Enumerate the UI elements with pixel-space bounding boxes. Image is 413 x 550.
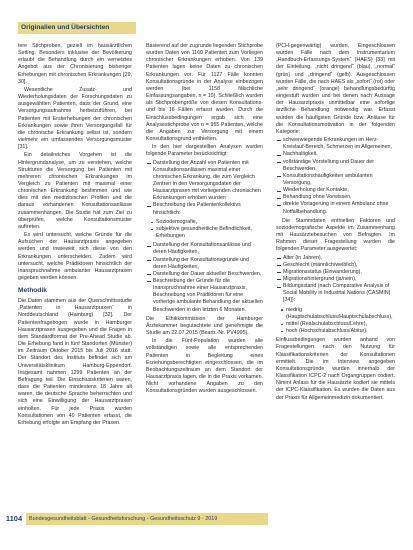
- paragraph: Basierend auf der zugrunde liegenden Stichprobe wurden Daten von 1160 Patienten zum Vorliegen chronischer Erkrankungen erhoben. Von 139 Patienten lagen keine Daten zu chronischen Erkrankungen vor. Für 1127 Fälle konnten Konsultationsgründe in der Analyse einbezogen werden (bei 1158 fälschliche Einfassungsangaben, n = 10). Schließlich wurden als Stichprobengröße von diesen Konsultations- und bis 16 Fällen erfasst wurden. Durch die Einschlussbedingungen ergab sich eine Analysestichprobe von n = 955 Patienten, welche die Angaben zur Versorgung mit einem Konsultationsgrund enthielten.: [146, 43, 263, 143]
- page-number: 1104: [5, 514, 23, 523]
- list-item: vollständige Vorstellung und Dauer der Beschwerden,: [283, 159, 395, 173]
- category-list: [276, 137, 395, 216]
- parameter-list: [276, 255, 395, 305]
- paragraph: Es wird untersucht, welche Gründe für die Aufsuchen der Hausarztpraxis angegeben werden und inwieweit sich diese von den Erkrankungen unterscheiden. Zudem wird untersucht, welche Prädiktoren hinsichtlich der Inanspruchnahme ambulanter Hausarztpraxen gegeben werden können.: [18, 232, 132, 281]
- heading-methods: Methodik: [18, 287, 47, 295]
- column-right: [276, 43, 395, 403]
- list-item: Alter (in Jahren),: [283, 255, 395, 262]
- paragraph: Einflussbedingungen wurden anhand von Fragestellungen nach den Nutzung für Klassifikationskriterien der Konsultationen ermittelt. Die im Interview angegeben Konsultationsgründe wurden innerhalb der Klassifikation ICPC-2 nach Organgruppen codiert. Nimmt Anlass für die Hausärzte kodiert sie mittels der ICPC-Klassifikation. Es wurden die Daten aus der Praxis für Allgemeinmedizin dokumentiert.: [276, 337, 395, 401]
- list-item: niedrig (Hauptschulabschluss/Hauptschulabschluss),: [286, 307, 395, 321]
- list-item: Behandlung ohne Vorwissen,: [283, 194, 395, 201]
- column-middle: [146, 43, 263, 397]
- list-item: Darstellung der Anzahl von Patienten mit Konsultationsanlässen maximal einer chronischen Erkrankung, die zum Vergleich Zentren in den Versorgungsdaten der Hausarztpraxen mit vorliegenden chronischen Erkrankungen erhoben wurden: [153, 160, 263, 203]
- list-item: Wiederholung der Kontakte,: [283, 187, 395, 194]
- parameter-list: [146, 242, 263, 314]
- list-item: Geschlecht (männlich/weiblich),: [283, 262, 395, 269]
- paragraph: tere Stichproben, gezielt im hausärztlichen Setting. Besonders inklusive der Bevölkerung erlaubt die Behandlung durch ein vernetztes Angebot aus der Chronisierung bisheriger Erhebungen mit chronischen Erkrankungen [29, 30].: [18, 43, 132, 85]
- paragraph: Die Daten stammen aus der Querschnittsstudie „Patienten in Hausarztpraxen“ in Norddeutschland (Hamburg) [32]. Der Patientenfragebogen wurde in Hamburger Hausarztpraxen ausgegeben und die Fragen in dem Standardformat der Pre-Ahead Studie ab. Die Erhebung fand in fünf Standorten (Münster) im Zeitraum Oktober 2015 bis Juli 2016 statt. Der Standort des Instituts befindet sich am Universitätsklinikum Hamburg-Eppendorf. Insgesamt nahmen 1299 Patienten an der Befragung teil. Die Einschlusskriterien waren, dass die Patienten mindestens 18 Jahre alt waren, die deutsche Sprache beherrschten und sich eine Einwilligung der Hausarztpraxen einholten. Für jede Praxis wurden Konsultationen von 40 Patienten erfasst, die Erhebung erfolgte am Empfang der Praxen.: [18, 298, 132, 426]
- list-item: direkte Vorlagerung in einem Ambulanz ohne Notfallbehandlung.: [283, 201, 395, 215]
- parameter-list: [146, 160, 263, 217]
- list-item: hoch (Hochschulabschluss/Abitur).: [286, 328, 395, 335]
- list-item: Migrationsstatus (Einwanderung),: [283, 269, 395, 276]
- paragraph: Wesentliche Zusatz- und Wiederholungsdaten der Forschungsdaten zu ausgewählten Patienten, dass der Grund, eine Versorgungsaufnahme herbeizuführen, bei Patienten mit Ersterhebungen der chronischen Erkrankungen sowie ihren Versorgungsfall für die chronische Erkrankung selbst ist, sondern vielmehr ein umfassendes Versorgungsmuster [31].: [18, 86, 132, 151]
- journal-footer: Bundesgesundheitsblatt - Gesundheitsforschung - Gesundheitsschutz 9 · 2019: [26, 513, 268, 525]
- paragraph: Die Stammdaten enthielten Faktoren und soziodemografische Aspekte im Zusammenhang mit Hausärztebesuchen von Befragten. Im Rahmen dieser Fragestellung wurden die folgenden Parameter ausgewertet:: [276, 217, 395, 253]
- list-item: Soziodemografie,: [156, 219, 263, 226]
- list-item: Darstellung der Konsultationsgründe und deren Häufigkeiten,: [153, 257, 263, 271]
- list-item: Darstellung der Dauer aktueller Beschwerden,: [153, 270, 262, 277]
- sub-list: [146, 219, 263, 240]
- list-item: Migrationshintergrund (ja/nein),: [283, 276, 395, 283]
- paragraph: In die Fünf-Population wurden alle vollständigen sowie alle entsprechenden Patienten in Begleitung eines Erziehungsberechtigten eingeschlossen, die im Beobachtungszeitraum an dem Standort der Hausarztpraxis lagen, die in die Praxis vorkamen. Nicht vorhandene Angaben zu den Konsultationsgründen wurden ausgeschlossen.: [146, 338, 263, 395]
- list-item: Darstellung der Konsultationsanlässe und deren Häufigkeiten,: [153, 242, 263, 256]
- list-item: mittel (Realschulabschluss/Lehre),: [286, 321, 395, 328]
- paragraph: In den hier dargestellten Analysen wurden folgende Parameter berücksichtigt:: [146, 144, 263, 158]
- paragraph: (PCH-gegenwärtig) wurden, Eingeschlossen wurden Fälle nach dem Instrumentarium „Handbuch-Erfassungs-System“ (HAES) [33] mit der Einteilung, „nicht dringend“ (blau), „normal“ (grün) und „dringend“ (gelb). Ausgeschlossen wurden Fälle, die nach HAES als „sofort“ (rot) oder „sehr dringend“ (orange) behandlungsbedürftig eingestuft wurden und bei denen nach Aussage der Hausarztpraxis unmittelbar eine sofortige ärztliche Behandlung notwendig war. Erfasst wurden die häufigsten Gründe bzw. Anlässe für die Konsultationsmotivation in der folgenden Kategorie:: [276, 43, 395, 135]
- paragraph: Die Ethikkommission der Hamburger Ärztekammer begutachtete und genehmigte die Studie am 22.07.2015 (Bearb.-Nr. PV4995).: [146, 315, 263, 337]
- paragraph: Ein detailreiches Vorgehen ist die Hintergrundanalyse, um zu verstehen, welche Strukturen die Versorgung bei Patienten mit mehreren chronischen Erkrankungen im Vergleich zu Patienten mit maximal einer chronischen Erkrankung bestimmen und wie dies mit den medizinischen Profilen und die daraus vorhandenen Konsultationsanlässe zusammenhängen. Die Studie hat zum Ziel zu überprüfen, welche Konsultationsmuster auftreten.: [18, 152, 132, 230]
- list-item: Beschreibung der Gründe für die Inanspruchnahme einer Hausarztpraxis, Beschreibung von Prädiktoren für eine vorherige ambulante Behandlung der aktuellen Beschwerden in den letzten 6 Monaten.: [153, 278, 263, 313]
- sub-list: [276, 307, 395, 336]
- list-item: subjektive gesundheitliche Befindlichkeit, Erhebungen: [156, 226, 263, 240]
- section-header: Originalien und Übersichten: [18, 22, 136, 34]
- list-item: Bildungsstand (nach Comparative Analysis of Social Mobility in Industrial Nations (CASMIN) [34]):: [283, 283, 395, 304]
- list-item: Nachhaltigkeit,: [283, 151, 395, 158]
- list-item: Beschreibung des Patientenkollektivs hinsichtlich:: [153, 202, 263, 216]
- list-item: schwerwiegende Erkrankungen im Herz-Kreislauf-Bereich, Schmerzen im Allgemeinen,: [283, 137, 395, 151]
- list-item: Konsultationshäufigkeiten ambulanten Versorgung,: [283, 173, 395, 187]
- column-left: [18, 43, 132, 428]
